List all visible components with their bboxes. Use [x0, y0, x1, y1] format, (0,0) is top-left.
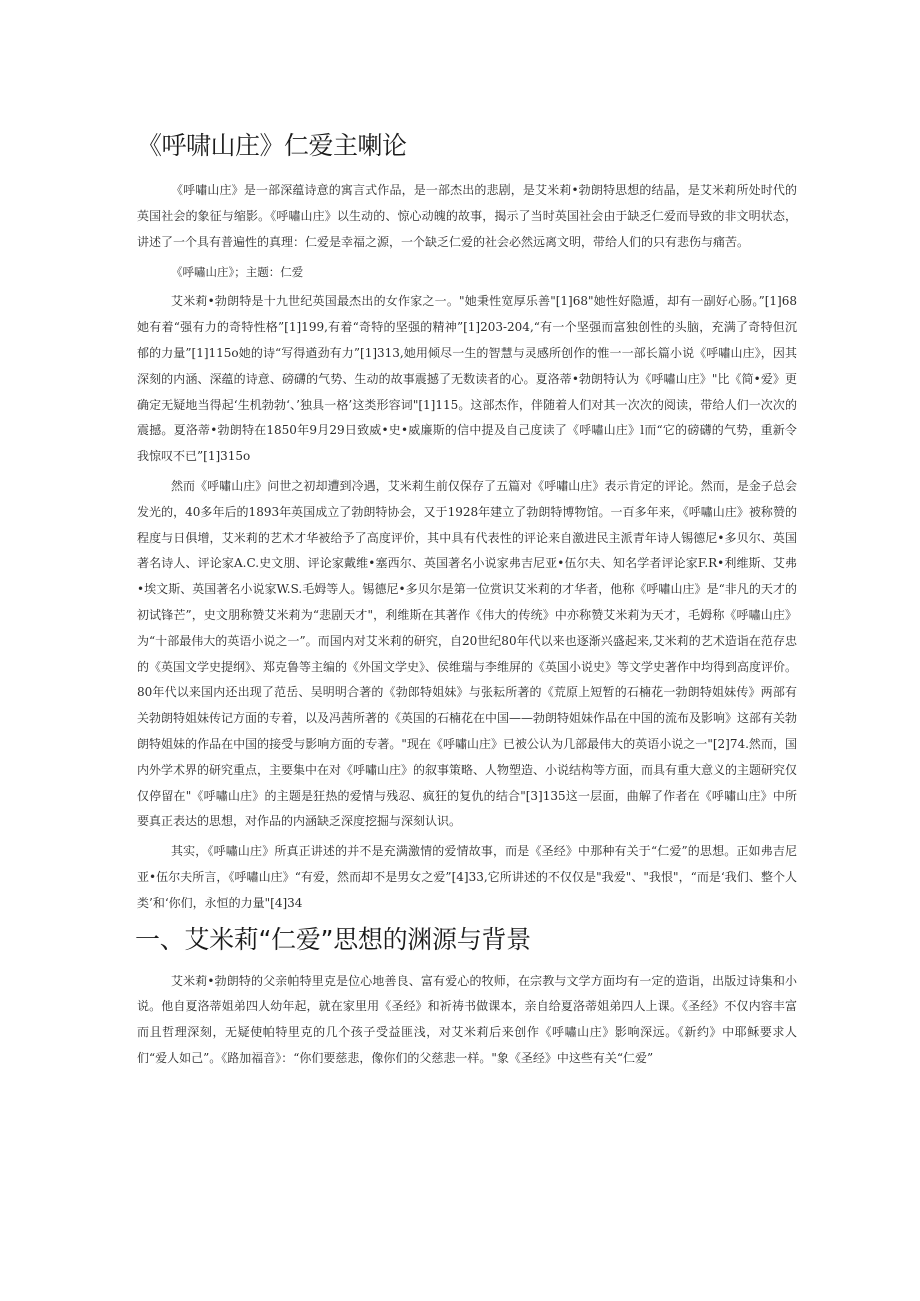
document-title: 《呼啸山庄》仁爱主喇论: [137, 131, 407, 160]
body-paragraph-3: 其实，《呼嘯山庄》所真正讲述的并不是充满激情的爱情故事，而是《圣经》中那种有关于“仁爱”的思想。正如弗吉尼亚•伍尔夫所言，《呼嘯山庄》“有爱，然而却不是男女之爱”[4]33,它所讲述的不仅仅是"我爱"、"我恨"，“而是‘我们、整个人类’和‘你们，永恒的力量"[4]34: [137, 844, 797, 910]
document-body: [137, 128, 797, 1076]
body-paragraph-1: 艾米莉•勃朗特是十九世纪英国最杰出的女作家之一。"她秉性宽厚乐善"[1]68"她性好隐遁，却有一副好心肠。”[1]68她有着“强有力的奇特性格”[1]199,有着“奇特的坚强的精神”[1]203-204,“有一个坚强而富独创性的头脑，充满了奇特但沉郁的力量”[1]115o她的诗“写得遒劲有力”[1]313,她用倾尽一生的智慧与灵感所创作的惟一一部长篇小说《呼嘯山庄》，因其深刻的内涵、深蕴的诗意、磅礴的气势、生动的故事震撼了无数读者的心。夏洛蒂•勃朗特认为《呼嘯山庄》"比《简•爱》更确定无疑地当得起‘生机勃勃‘、’独具一格’这类形容词"[1]115。这部杰作，伴随着人们对其一次次的阅读，带给人们一次次的震撼。夏洛蒂•勃朗特在1850年9月29日致威•史•威廉斯的信中提及自己度读了《呼嘯山庄》l而“它的磅礴的气势，重新令我惊叹不已”[1]315o: [137, 294, 797, 464]
body-paragraph-2: 然而《呼嘯山庄》问世之初却遭到冷遇，艾米莉生前仅保存了五篇对《呼嘯山庄》表示肯定的评论。然而，是金子总会发光的，40多年后的1893年英国成立了勃朗特协会，又于1928年建立了勃朗特博物馆。一百多年来，《呼嘯山庄》被称赞的程度与日俱增，艾米莉的艺术才华被给予了高度评价，其中具有代表性的评论来自激进民主派青年诗人锡德尼•多贝尔、英国著名诗人、评论家A.C.史文朋、评论家戴维•塞西尔、英国著名小说家弗吉尼亚•伍尔夫、知名学者评论家F.R•利维斯、艾弗•埃文斯、英国著名小说家W.S.毛姆等人。锡德尼•多贝尔是第一位赏识艾米莉的才华者，他称《呼嘯山庄》是“非凡的天才的初试锋芒”，史文朋称赞艾米莉为“悲剧天才"，利维斯在其著作《伟大的传统》中亦称赞艾米莉为天才，毛姆称《呼嘯山庄》为“十部最伟大的英语小说之一”。而国内对艾米莉的研究，自20世纪80年代以来也逐渐兴盛起来,艾米莉的艺术造诣在范存忠的《英国文学史提纲》、郑克鲁等主编的《外国文学史》、侯维瑞与李维屏的《英国小说史》等文学史著作中均得到高度评价。80年代以来国内还出现了范岳、吴明明合著的《勃郎特姐妹》与张耘所著的《荒原上短暂的石楠花一勃朗特姐妹传》两部有关勃朗特姐妹传记方面的专着，以及冯茜所著的《英国的石楠花在中国——勃朗特姐妹作品在中国的流布及影响》这部有关勃朗特姐妹的作品在中国的接受与影响方面的专著。"现在《呼嘯山庄》已被公认为几部最伟大的英语小说之一"[2]74.然而，国内外学术界的研究重点，主要集中在对《呼嘯山庄》的叙事策略、人物塑造、小说结构等方面，而具有重大意义的主题研究仅仅停留在"《呼嘯山庄》的主题是狂热的爱情与残忍、疯狂的复仇的结合"[3]135这一层面，曲解了作者在《呼嘯山庄》中所要真正表达的思想，对作品的内涵缺乏深度挖掘与深刻认识。: [137, 478, 798, 829]
keywords-line: 《呼嘯山庄》；主题：仁爱: [171, 265, 304, 280]
section-paragraph-1: 艾米莉•勃朗特的父亲帕特里克是位心地善良、富有爱心的牧师，在宗教与文学方面均有一定的造诣，出版过诗集和小说。他自夏洛蒂姐弟四人幼年起，就在家里用《圣经》和祈祷书做课本，亲自给夏洛蒂姐弟四人上课。《圣经》不仅内容丰富而且哲理深刻，无疑使帕特里克的几个孩子受益匪浅，对艾米莉后来创作《呼嘯山庄》影响深远。《新约》中耶稣要求人们“爱人如己”。《路加福音》：“你们要慈悲，像你们的父慈悲一样。"象《圣经》中这些有关“仁爱”: [137, 973, 797, 1065]
section-heading: 一、艾米莉“仁爱”思想的渊源与背景: [135, 924, 531, 954]
abstract-paragraph: 《呼嘯山庄》是一部深蕴诗意的寓言式作品，是一部杰出的悲剧，是艾米莉•勃朗特思想的结晶，是艾米莉所处时代的英国社会的象征与缩影。《呼嘯山庄》以生动的、惊心动魄的故事，揭示了当时英国社会由于缺乏仁爱而导致的非文明状态，讲述了一个具有普遍性的真理：仁爱是幸福之源，一个缺乏仁爱的社会必然远离文明，带给人们的只有悲伤与痛苦。: [137, 183, 797, 249]
